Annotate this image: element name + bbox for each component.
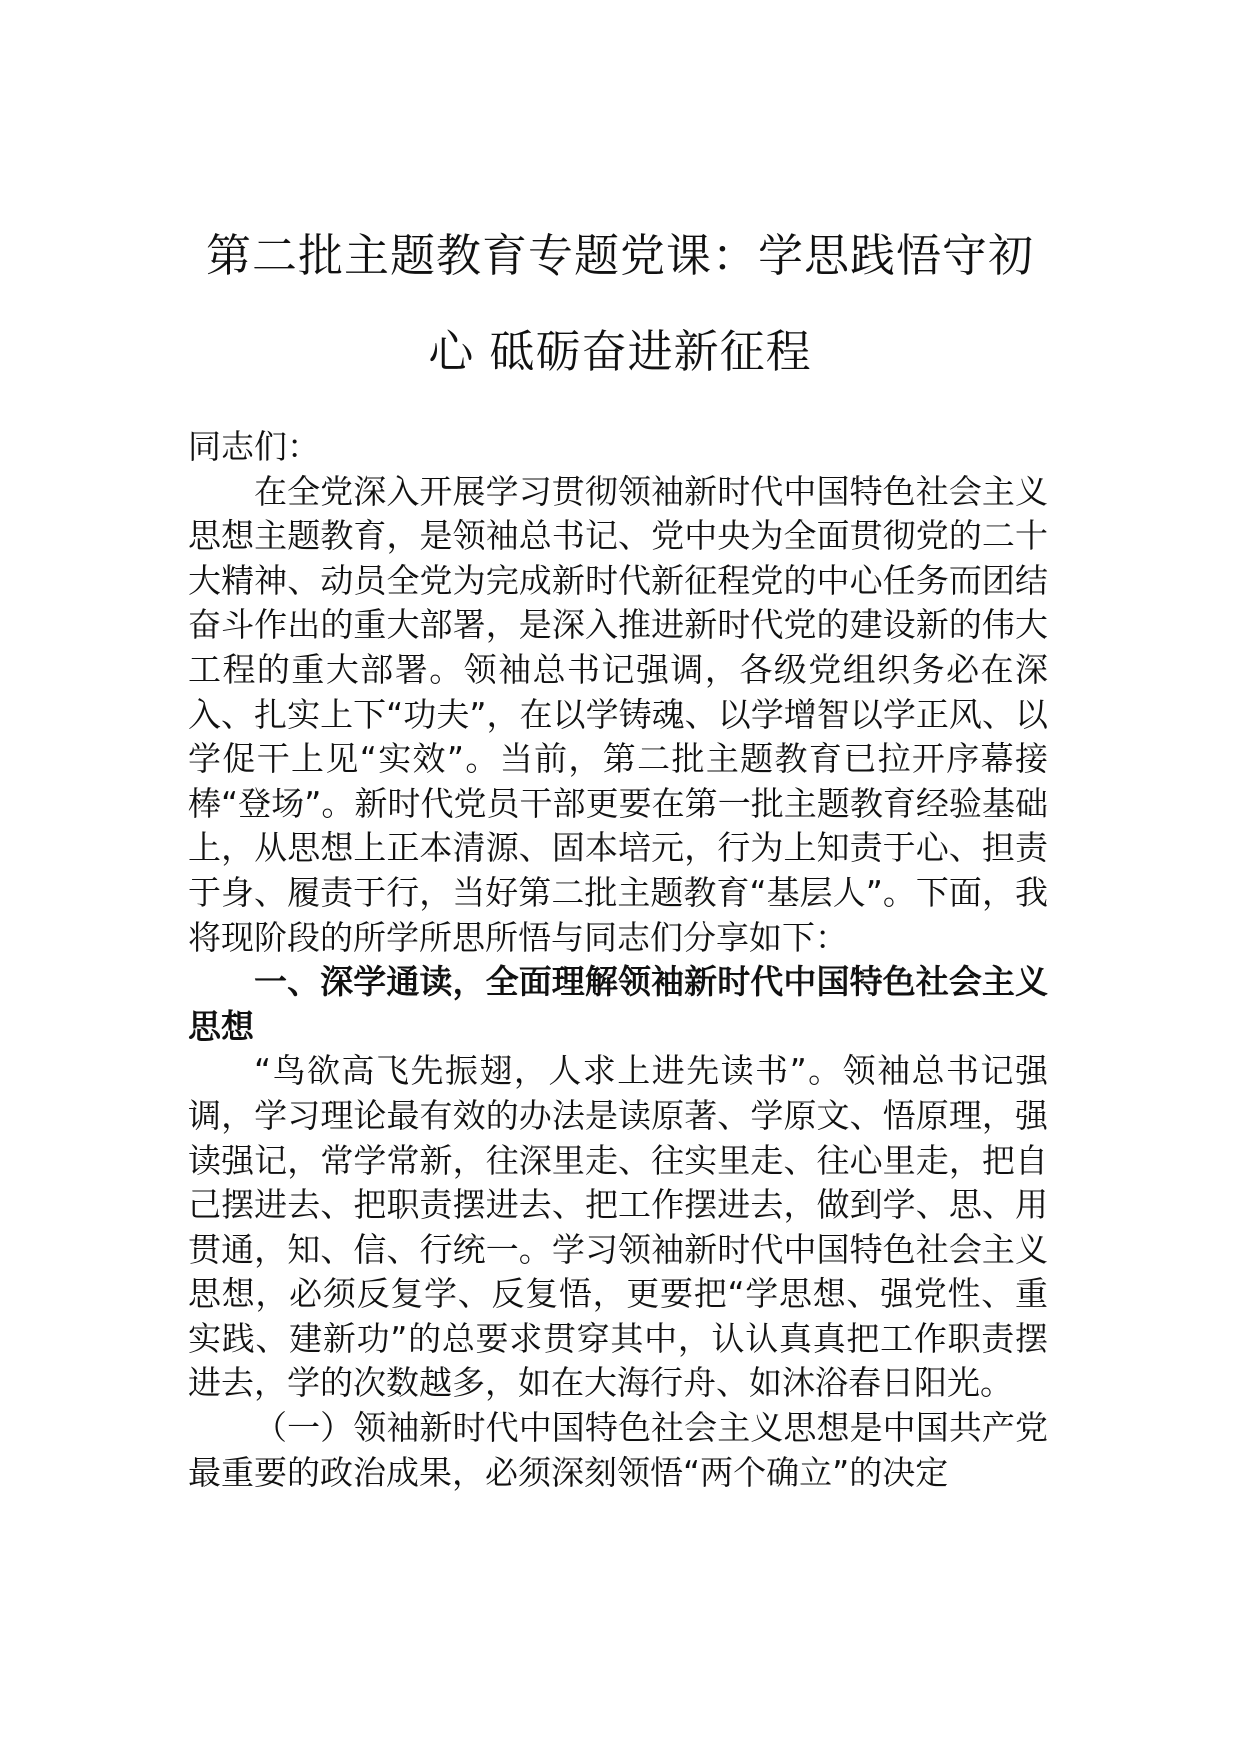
salutation: 同志们： <box>188 427 320 466</box>
section-1-paragraph: “鸟欲高飞先振翅，人求上进先读书”。领袖总书记强调，学习理论最有效的办法是读原著、学原文、悟原理，强读强记，常学常新，往深里走、往实里走、往心里走，把自己摆进去、把职责摆进去、把工作摆进去，做到学、思、用贯通，知、信、行统一。学习领袖新时代中国特色社会主义思想，必须反复学、反复悟，更要把“学思想、强党性、重实践、建新功”的总要求贯穿其中，认认真真把工作职责摆进去，学的次数越多，如在大海行舟、如沐浴春日阳光。 <box>188 1051 1048 1403</box>
intro-paragraph: 在全党深入开展学习贯彻领袖新时代中国特色社会主义思想主题教育，是领袖总书记、党中央为全面贯彻党的二十大精神、动员全党为完成新时代新征程党的中心任务而团结奋斗作出的重大部署，是深入推进新时代党的建设新的伟大工程的重大部署。领袖总书记强调，各级党组织务必在深入、扎实上下“功夫”，在以学铸魂、以学增智以学正风、以学促干上见“实效”。当前，第二批主题教育已拉开序幕接棒“登场”。新时代党员干部更要在第一批主题教育经验基础上，从思想上正本清源、固本培元，行为上知责于心、担责于身、履责于行，当好第二批主题教育“基层人”。下面，我将现阶段的所学所思所悟与同志们分享如下： <box>188 471 1048 957</box>
title-line-2: 心 砥砺奋进新征程 <box>428 325 812 378</box>
document-title <box>150 208 1090 400</box>
title-line-1: 第二批主题教育专题党课：学思践悟守初 <box>205 229 1034 282</box>
section-heading-1: 一、深学通读，全面理解领袖新时代中国特色社会主义思想 <box>188 962 1048 1046</box>
document-body <box>188 425 1048 1495</box>
subsection-1-paragraph: （一）领袖新时代中国特色社会主义思想是中国共产党最重要的政治成果，必须深刻领悟“两个确立”的决定 <box>188 1408 1048 1492</box>
